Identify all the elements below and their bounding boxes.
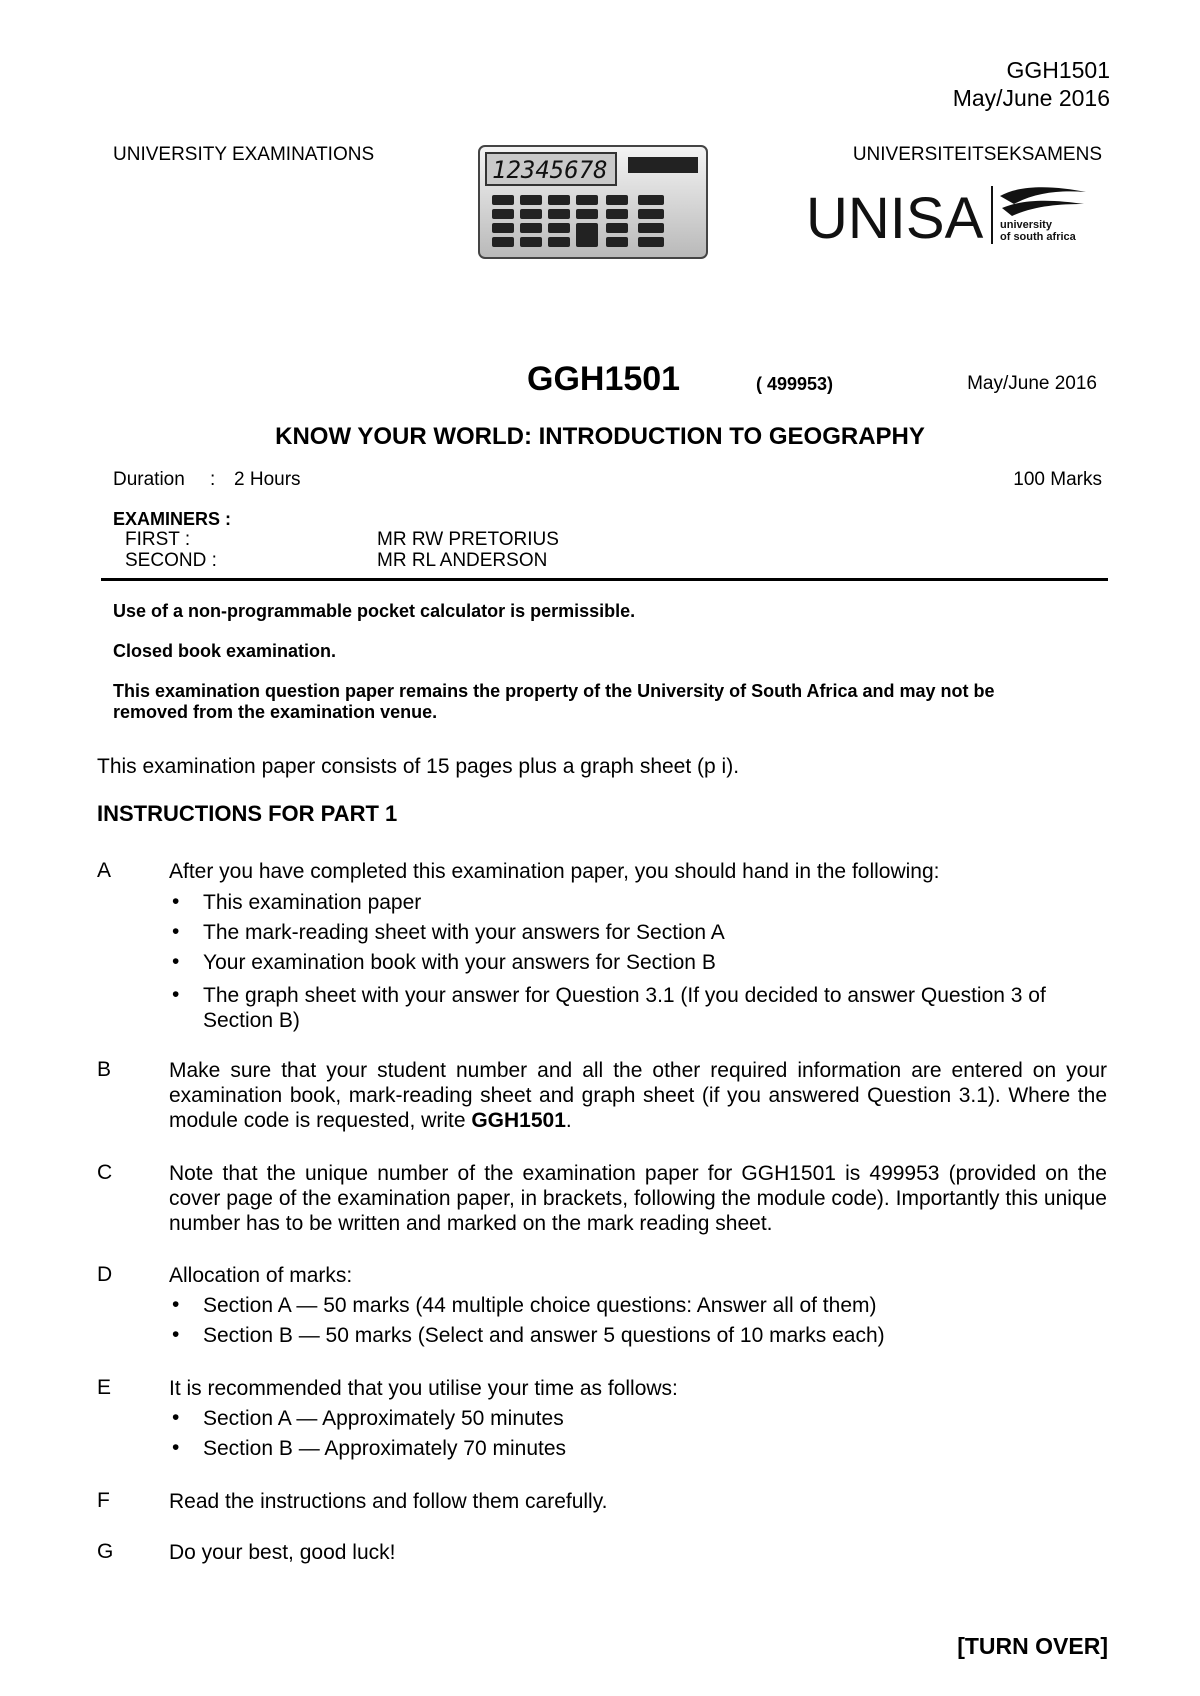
instruction-letter-g: G <box>97 1540 114 1563</box>
instruction-letter-a: A <box>97 859 112 882</box>
duration-colon: : <box>210 469 216 490</box>
university-examinations-label: UNIVERSITY EXAMINATIONS <box>113 144 375 165</box>
second-examiner-name: MR RL ANDERSON <box>377 550 548 571</box>
universiteitseksamens-label: UNIVERSITEITSEKSAMENS <box>852 144 1102 165</box>
pages-statement: This examination paper consists of 15 pages plus a graph sheet (p i). <box>97 755 740 778</box>
instruction-letter-d: D <box>97 1263 113 1286</box>
unique-number: ( 499953) <box>756 374 834 394</box>
calculator-display: 12345678 <box>492 156 608 184</box>
header-block <box>953 56 1110 112</box>
course-title: KNOW YOUR WORLD: INTRODUCTION TO GEOGRAPHY <box>275 423 925 450</box>
instruction-d-text: Allocation of marks: <box>169 1264 353 1287</box>
instruction-g-text: Do your best, good luck! <box>169 1541 396 1564</box>
instruction-letter-b: B <box>97 1058 112 1081</box>
bullet-icon: • <box>172 950 180 973</box>
first-examiner-label: FIRST : <box>125 529 191 550</box>
instruction-c-text: Note that the unique number of the examination paper for GGH1501 is 499953 (provided on the cover page of the examination paper, in brackets, following the module code). Importantly this unique number has to be written and marked on the mark reading sheet. <box>169 1162 1107 1235</box>
instruction-b-period: . <box>565 1109 572 1132</box>
calculator-note: Use of a non-programmable pocket calculator is permissible. <box>113 601 636 621</box>
bullet-icon: • <box>172 1293 180 1316</box>
logo-wordmark: UNISA <box>806 186 984 246</box>
module-date: May/June 2016 <box>967 373 1097 394</box>
instruction-letter-f: F <box>97 1489 110 1512</box>
part-heading: INSTRUCTIONS FOR PART 1 <box>97 801 398 826</box>
logo-sub-line1: university <box>1000 219 1052 231</box>
calculator-icon <box>478 145 708 259</box>
turn-over-footer: [TURN OVER] <box>957 1633 1108 1659</box>
bullet-icon: • <box>172 983 180 1006</box>
bullet-icon: • <box>172 920 180 943</box>
bullet-icon: • <box>172 890 180 913</box>
instruction-e-bullet: Section A — Approximately 50 minutes <box>203 1407 564 1430</box>
instruction-b-body: Make sure that your student number and all the other required information are entered on your examination book, mark-reading sheet and graph sheet (if you answered Question 3.1). Where the module code is requested, write <box>169 1059 1107 1132</box>
first-examiner-name: MR RW PRETORIUS <box>377 529 559 550</box>
bullet-icon: • <box>172 1436 180 1459</box>
duration-value: 2 Hours <box>234 469 301 490</box>
bullet-icon: • <box>172 1323 180 1346</box>
instruction-e-text: It is recommended that you utilise your time as follows: <box>169 1377 678 1400</box>
divider <box>101 578 1108 581</box>
instruction-b-text <box>169 1058 1107 1133</box>
unisa-logo <box>806 182 1088 246</box>
second-examiner-label: SECOND : <box>125 550 217 571</box>
header-date: May/June 2016 <box>952 85 1110 111</box>
closed-book-note: Closed book examination. <box>113 641 337 661</box>
instruction-e-bullet: Section B — Approximately 70 minutes <box>203 1437 567 1460</box>
bullet-icon: • <box>172 1406 180 1429</box>
instruction-letter-c: C <box>97 1161 113 1184</box>
property-note: This examination question paper remains the property of the University of South Africa and may not be removed from the examination venue. <box>113 681 995 722</box>
instruction-d-bullet: Section B — 50 marks (Select and answer 5 questions of 10 marks each) <box>203 1324 885 1347</box>
instruction-a-text: After you have completed this examination paper, you should hand in the following: <box>169 860 940 883</box>
instruction-a-bullet: The mark-reading sheet with your answers for Section A <box>203 921 725 944</box>
instruction-b-module-code: GGH1501 <box>471 1109 566 1132</box>
module-code: GGH1501 <box>527 360 681 398</box>
logo-sub-line2: of south africa <box>1000 231 1076 243</box>
duration-label: Duration <box>113 469 185 490</box>
header-module-code: GGH1501 <box>1006 57 1110 83</box>
instruction-f-text: Read the instructions and follow them carefully. <box>169 1490 608 1513</box>
total-marks: 100 Marks <box>1013 469 1102 490</box>
examiners-heading: EXAMINERS : <box>113 509 232 529</box>
instruction-letter-e: E <box>97 1376 112 1399</box>
instruction-a-bullet: This examination paper <box>203 891 422 914</box>
instruction-a-bullet: The graph sheet with your answer for Question 3.1 (If you decided to answer Question 3 of Section B) <box>203 984 1046 1032</box>
instruction-d-bullet: Section A — 50 marks (44 multiple choice questions: Answer all of them) <box>203 1294 877 1317</box>
instruction-a-bullet: Your examination book with your answers for Section B <box>203 951 716 974</box>
